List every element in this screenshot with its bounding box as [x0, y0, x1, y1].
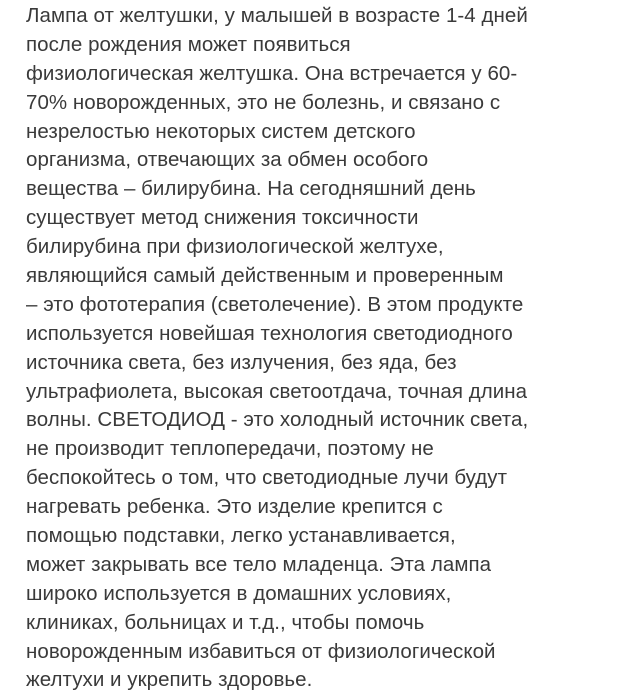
- text-line: используется новейшая технология светодиодного: [26, 321, 513, 345]
- text-line: организма, отвечающих за обмен особого: [26, 148, 429, 172]
- text-line: клиниках, больницах и т.д., чтобы помочь: [26, 610, 425, 634]
- text-line: волны. СВЕТОДИОД - это холодный источник света,: [26, 408, 529, 432]
- text-line: не производит теплопередачи, поэтому не: [26, 437, 434, 461]
- text-line: незрелостью некоторых систем детского: [26, 119, 416, 143]
- text-line: физиологическая желтушка. Она встречается у 60-: [26, 61, 518, 85]
- text-line: билирубина при физиологической желтухе,: [26, 235, 444, 259]
- text-line: – это фототерапия (светолечение). В этом продукте: [26, 292, 524, 316]
- text-line: беспокойтесь о том, что светодиодные лучи будут: [26, 466, 508, 490]
- text-line: существует метод снижения токсичности: [26, 206, 419, 230]
- text-line: желтухи и укрепить здоровье.: [26, 668, 313, 692]
- text-line: широко используется в домашних условиях,: [26, 581, 452, 605]
- text-line: новорожденным избавиться от физиологической: [26, 639, 496, 663]
- text-line: являющийся самый действенным и проверенным: [26, 264, 504, 288]
- text-line: ультрафиолета, высокая светоотдача, точная длина: [26, 379, 528, 403]
- text-line: помощью подставки, легко устанавливается,: [26, 524, 456, 548]
- post-text-block[interactable]: [26, 2, 616, 695]
- text-line: после рождения может появиться: [26, 32, 351, 56]
- text-line: нагревать ребенка. Это изделие крепится с: [26, 495, 443, 519]
- text-line: может закрывать все тело младенца. Эта лампа: [26, 552, 492, 576]
- text-line: вещества – билирубина. На сегодняшний день: [26, 177, 476, 201]
- text-line: 70% новорожденных, это не болезнь, и связано с: [26, 90, 501, 114]
- text-line: источника света, без излучения, без яда, без: [26, 350, 457, 374]
- text-line: Лампа от желтушки, у малышей в возрасте 1-4 дней: [26, 4, 528, 27]
